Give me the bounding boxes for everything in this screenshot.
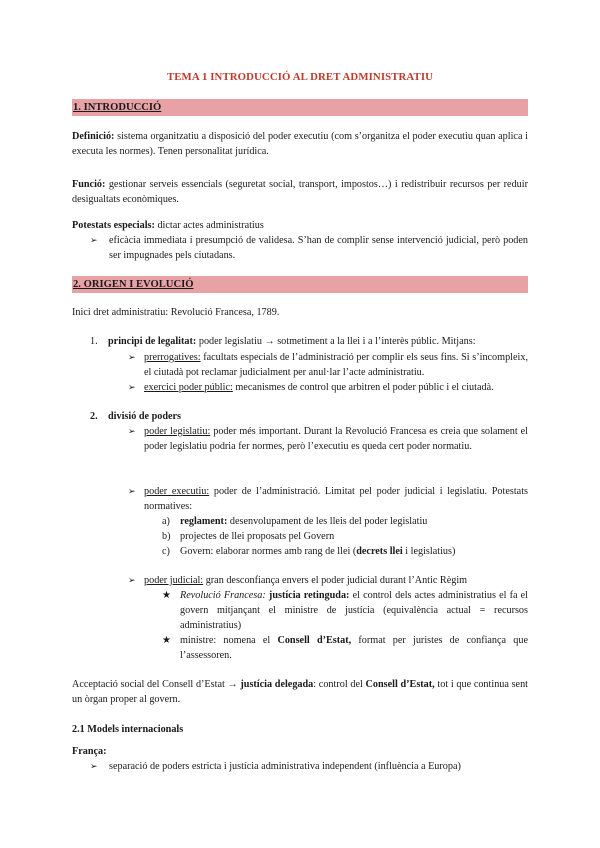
ministre-item: ministre: nomena el Consell d’Estat, format per juristes de confiança que l’assessoren.: [180, 635, 528, 661]
poder-legislatiu-item: poder legislatiu: poder més important. Durant la Revolució Francesa es creia que solament el poder legislatiu podria fer normes, però l’executiu es queda cert poder normatiu.: [144, 426, 529, 452]
arrow-bullet-icon: ➢: [128, 575, 136, 585]
justicia-retinguda-item: Revolució Francesa: justícia retinguda: el control dels actes administratius el fa el govern mitjançant el ministre de justícia (equivalència actual = recursos administratius): [180, 590, 528, 631]
divisio-poders-item: divisió de poders: [108, 411, 182, 422]
exercici-poder-item: exercici poder públic: mecanismes de control que arbitren el poder públic i el ciutadà.: [144, 382, 494, 393]
acceptacio-paragraph: Acceptació social del Consell d’Estat → justícia delegada: control del Consell d’Estat, tot i que continua sent un òrgan proper al govern.: [72, 679, 529, 705]
arrow-bullet-icon: ➢: [128, 426, 136, 436]
list-number-1: 1.: [90, 336, 98, 347]
arrow-bullet-icon: ➢: [90, 761, 98, 771]
potestats-bullet: eficàcia immediata i presumpció de validesa. S’han de complir sense intervenció judicial, però poden ser impugnades pels ciutadans.: [109, 235, 528, 261]
govern-normes-item: Govern: elaborar normes amb rang de llei (decrets llei i legislatius): [180, 546, 456, 557]
franca-bullet: separació de poders estricta i justícia administrativa independent (influència a Europa): [109, 761, 461, 772]
star-bullet-icon: ★: [162, 590, 171, 601]
arrow-bullet-icon: ➢: [90, 235, 98, 245]
funcio-paragraph: Funció: gestionar serveis essencials (seguretat social, transport, impostos…) i redistribuir recursos per reduir desigualtats econòmiques.: [72, 179, 528, 205]
star-bullet-icon: ★: [162, 635, 171, 646]
sublist-letter-c: c): [162, 546, 170, 557]
arrow-bullet-icon: ➢: [128, 352, 136, 362]
sublist-letter-a: a): [162, 516, 170, 527]
poder-judicial-item: poder judicial: gran desconfiança envers el poder judicial durant l’Antic Règim: [144, 575, 468, 586]
definicio-paragraph: Definició: sistema organitzatiu a disposició del poder executiu (com s’organitza el poder executiu quan aplica i executa les normes). Tenen personalitat jurídica.: [72, 131, 528, 157]
prerrogatives-item: prerrogatives: facultats especials de l’administració per complir els seus fins. Si s’incompleix, el ciutadà pot reclamar judicialment per anul·lar l’acte administratiu.: [144, 352, 528, 378]
subsection-heading-models: 2.1 Models internacionals: [72, 724, 184, 735]
potestats-paragraph: Potestats especials: dictar actes administratius: [72, 220, 264, 231]
section-heading-introduccio: 1. INTRODUCCIÓ: [72, 99, 528, 116]
poder-executiu-item: poder executiu: poder de l’administració. Limitat pel poder judicial i legislatiu. Potestats normatives:: [144, 486, 528, 512]
franca-label: França:: [72, 746, 107, 757]
inici-paragraph: Inici dret administratiu: Revolució Francesa, 1789.: [72, 307, 280, 318]
reglament-item: reglament: desenvolupament de les lleis del poder legislatiu: [180, 516, 428, 527]
list-number-2: 2.: [90, 411, 98, 422]
projectes-llei-item: projectes de llei proposats pel Govern: [180, 531, 335, 542]
arrow-bullet-icon: ➢: [128, 382, 136, 392]
document-title: TEMA 1 INTRODUCCIÓ AL DRET ADMINISTRATIU: [166, 71, 434, 83]
principi-legalitat-item: principi de legalitat: poder legislatiu → sotmetiment a la llei i a l’interès públic. Mitjans:: [108, 336, 476, 347]
section-heading-origen: 2. ORIGEN I EVOLUCIÓ: [72, 276, 528, 293]
sublist-letter-b: b): [162, 531, 171, 542]
arrow-bullet-icon: ➢: [128, 486, 136, 496]
